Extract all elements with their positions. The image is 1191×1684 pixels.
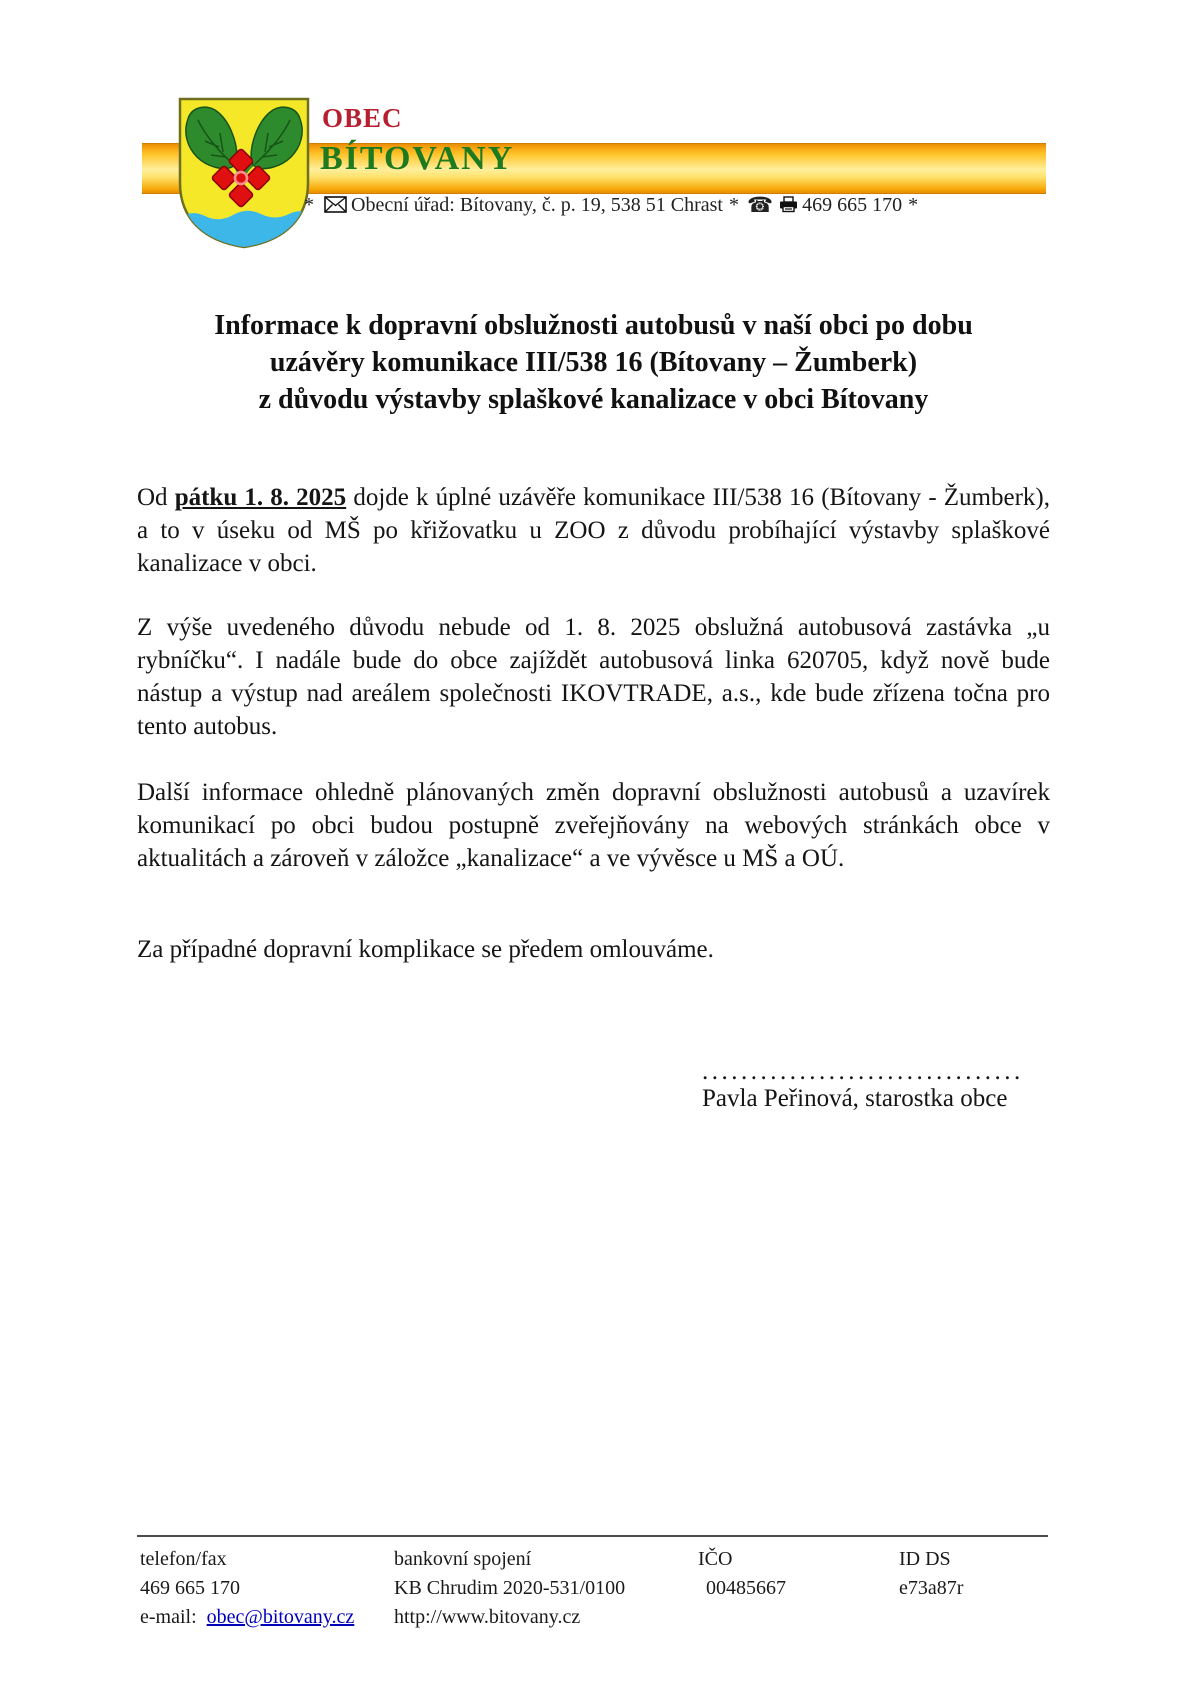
footer-value: 469 665 170 [140,1577,240,1599]
star-separator: * [304,194,314,216]
closure-date-emphasis: pátku 1. 8. 2025 [174,484,347,511]
title-line-2: uzávěry komunikace III/538 16 (Bítovany – Žumberk) [269,347,918,378]
paragraph-text: dojde k úplné uzávěře komunikace III/538 16 (Bítovany - Žumberk), a to v úseku od MŠ po křižovatku u ZOO z důvodu probíhající výstavby splaškové kanalizace v obci. [137,484,1050,577]
footer-value: e73a87r [899,1577,964,1599]
envelope-icon [324,196,347,219]
footer-value: KB Chrudim 2020-531/0100 [394,1577,626,1599]
footer-website: http://www.bitovany.cz [394,1606,581,1628]
title-line-1: Informace k dopravní obslužnosti autobusů v naší obci po dobu [214,310,973,341]
footer-header: IČO [698,1548,733,1570]
signature-dotted-line: ................................. [702,1058,1024,1085]
org-label: OBEC [322,103,403,133]
signature-name: Pavla Peřinová, starostka obce [702,1085,1008,1112]
footer-header: telefon/fax [140,1548,227,1570]
phone-icon: ☎ [746,193,774,217]
footer-header: ID DS [899,1548,951,1570]
contact-phone: 469 665 170 [802,194,903,216]
contact-address: Obecní úřad: Bítovany, č. p. 19, 538 51 Chrast [351,194,723,216]
title-line-3: z důvodu výstavby splaškové kanalizace v obci Bítovany [258,384,929,415]
footer-col-telefon [140,1545,354,1632]
footer-col-idds [899,1545,963,1603]
footer-email-row [140,1603,354,1632]
contact-line [298,193,924,219]
star-separator: * [908,194,919,216]
paragraph-closure-notice [137,481,1050,580]
municipal-coat-of-arms-icon [177,97,311,249]
footer-col-bank [394,1545,625,1632]
footer-col-ico [698,1545,786,1603]
paragraph-further-info: Další informace ohledně plánovaných změn dopravní obslužnosti autobusů a uzavírek komunikací po obci budou postupně zveřejňovány na webových stránkách obce v aktualitách a zároveň v záložce „kanalizace“ a ve vývěsce u MŠ a OÚ. [137,779,1050,872]
email-label: e-mail: [140,1606,197,1628]
paragraph-apology: Za případné dopravní komplikace se předem omlouváme. [137,936,714,963]
paragraph-bus-stop: Z výše uvedeného důvodu nebude od 1. 8. 2025 obslužná autobusová zastávka „u rybníčku“. I nadále bude do obce zajíždět autobusová linka 620705, když nově bude nástup a výstup nad areálem společnosti IKOVTRADE, a.s., kde bude zřízena točna pro tento autobus. [137,614,1050,740]
footer-value: 00485667 [706,1577,786,1599]
email-link[interactable]: obec@bitovany.cz [206,1606,355,1628]
fax-icon [779,196,798,219]
star-separator: * [728,194,739,216]
footer-divider [137,1535,1048,1537]
signature-block [702,1058,1062,1115]
document-title [137,307,1050,418]
org-name: BÍTOVANY [320,140,515,177]
paragraph-text: Od [137,484,175,511]
footer-header: bankovní spojení [394,1548,532,1570]
